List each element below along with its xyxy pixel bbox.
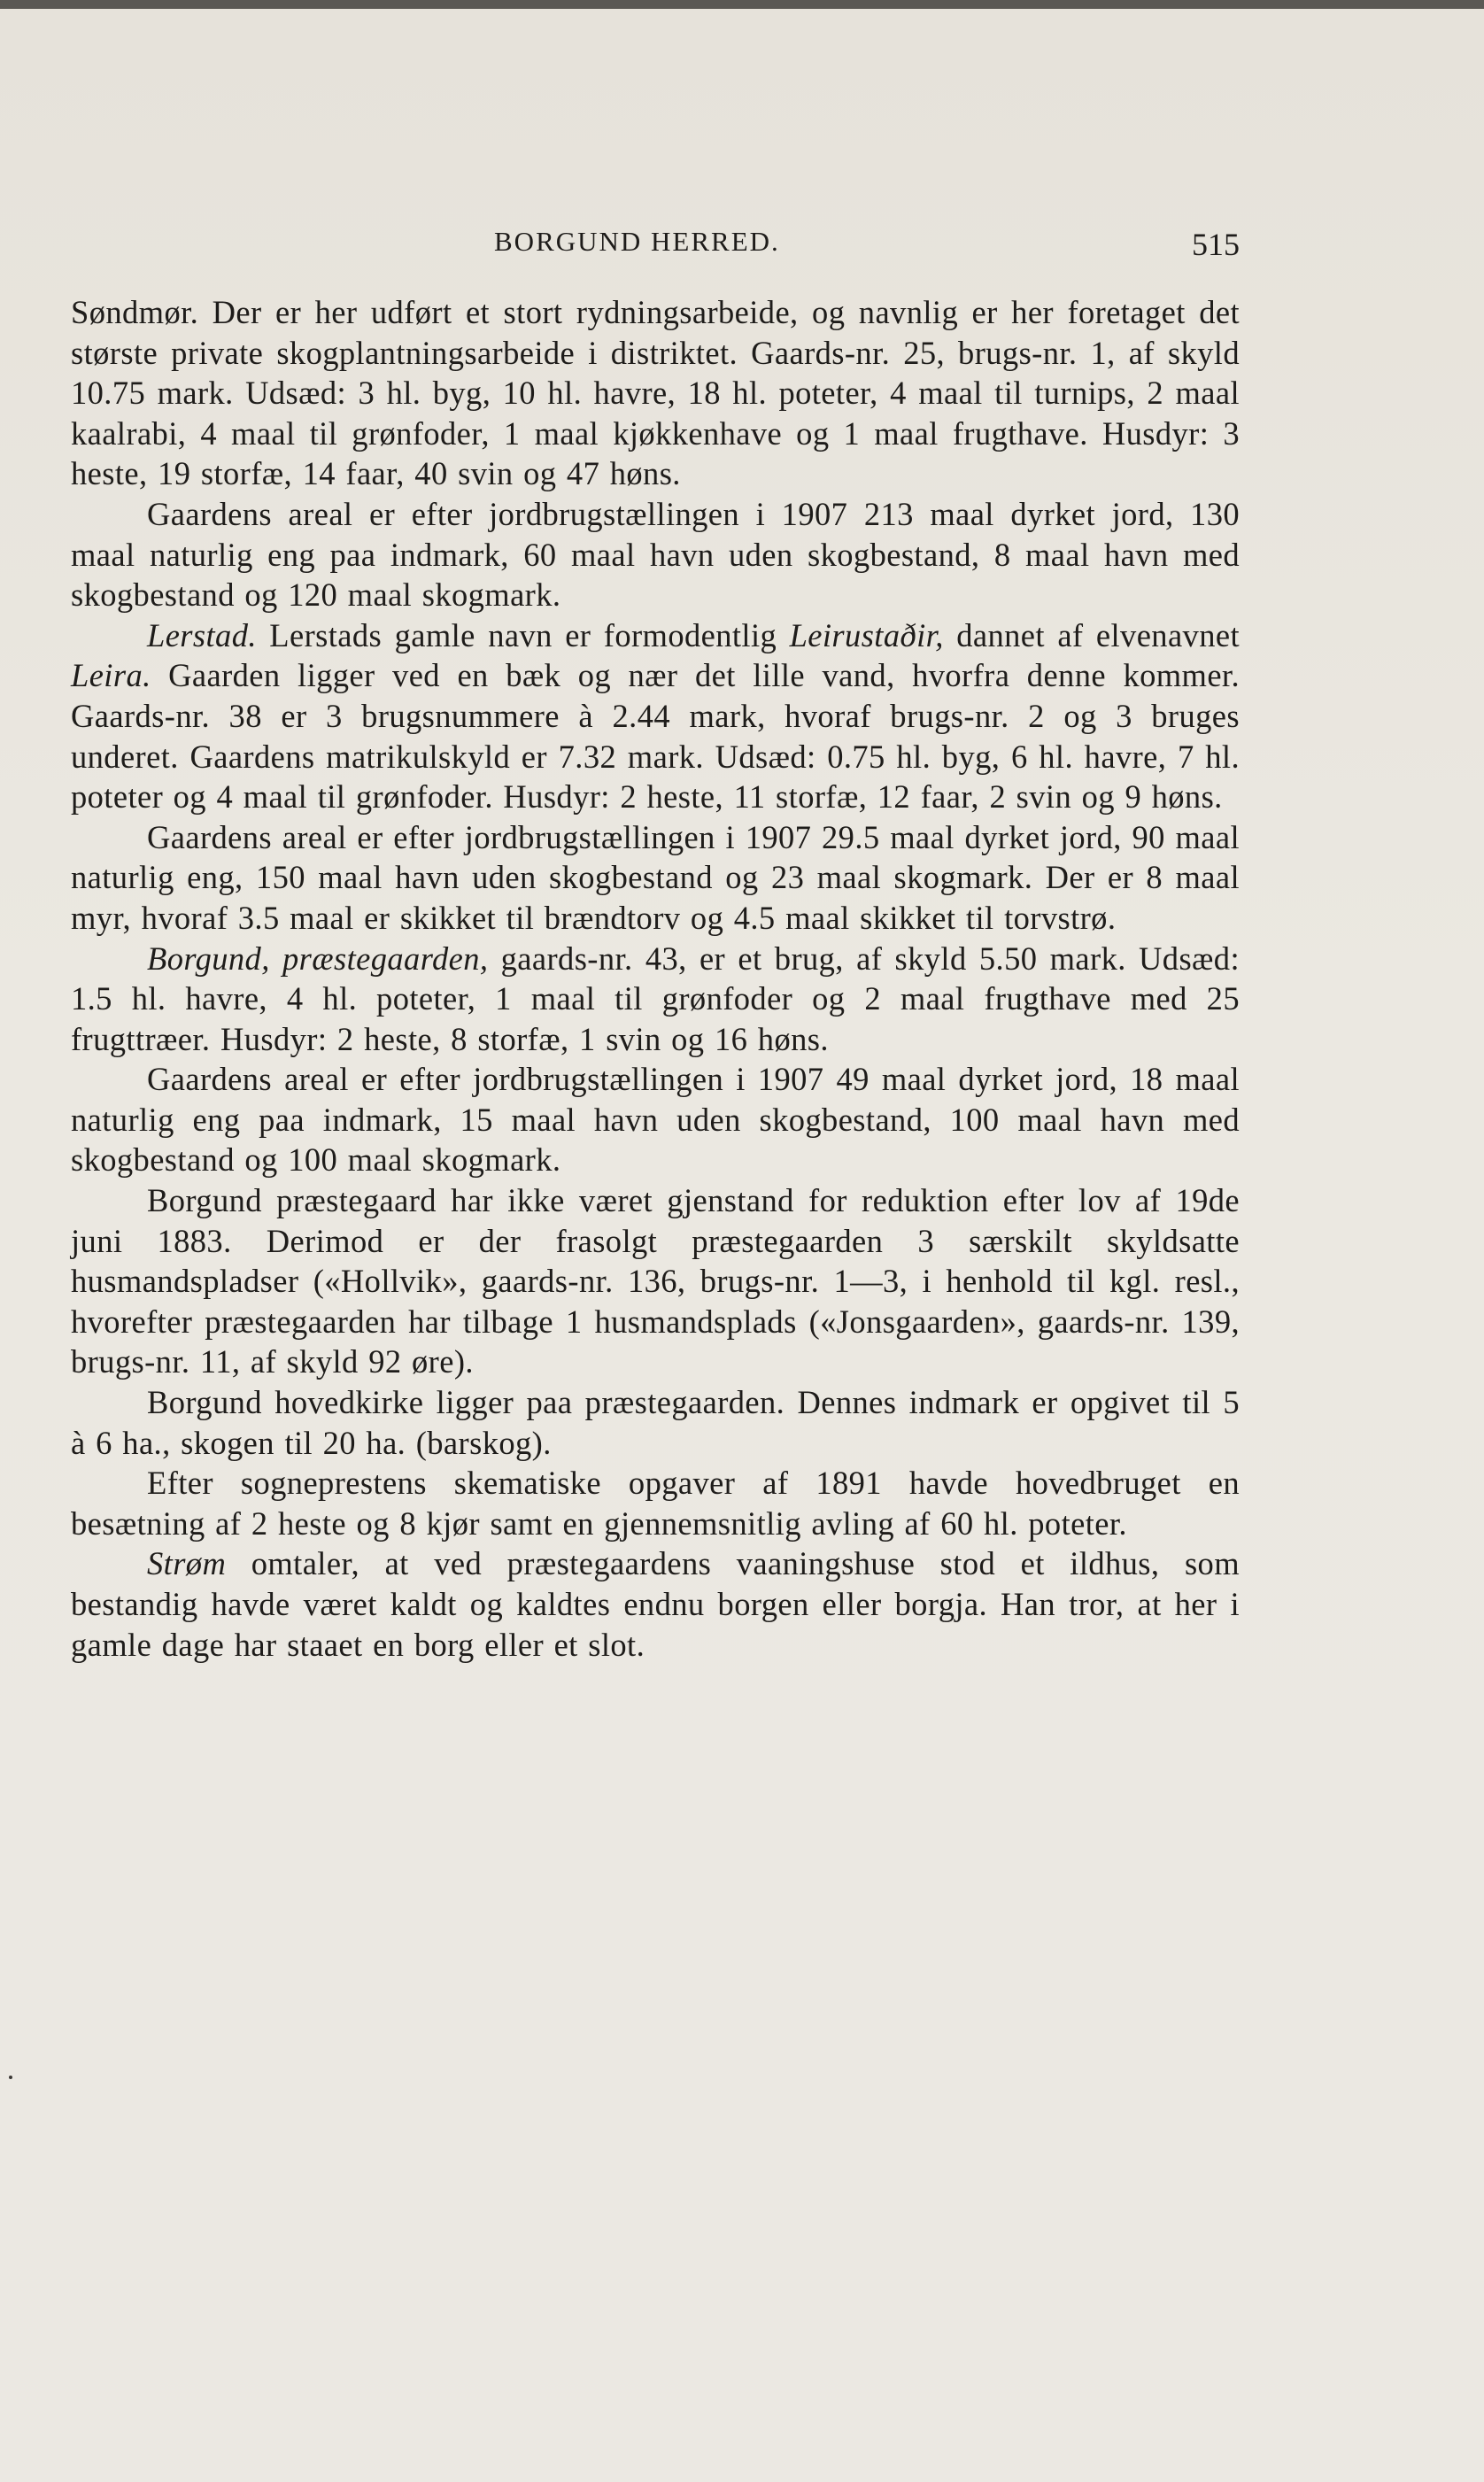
italic-text: Strøm: [147, 1545, 227, 1582]
paragraph: [71, 1382, 1240, 1463]
paragraph: [71, 817, 1240, 939]
paragraph-text: Gaarden ligger ved en bæk og nær det lille vand, hvorfra denne kommer. Gaards-nr. 38 er 3 brugsnummere à 2.44 mark, hvoraf brugs-nr. 2 og 3 bruges underet. Gaardens matrikulskyld er 7.32 mark. Udsæd: 0.75 hl. byg, 6 hl. havre, 7 hl. poteter og 4 maal til grønfoder. Husdyr: 2 heste, 11 storfæ, 12 faar, 2 svin og 9 høns.: [71, 657, 1240, 816]
running-title: BORGUND HERRED.: [494, 226, 780, 257]
body-text: [71, 292, 1240, 1665]
paragraph-text: Gaardens areal er efter jordbrugstællingen i 1907 213 maal dyrket jord, 130 maal naturlig eng paa indmark, 60 maal havn uden skogbestand, 8 maal havn med skogbestand og 120 maal skogmark.: [71, 495, 1240, 614]
paragraph: [71, 292, 1240, 494]
paragraph-text: Efter sogneprestens skematiske opgaver af 1891 havde hovedbruget en besætning af 2 heste og 8 kjør samt en gjennemsnitlig avling af 60 hl. poteter.: [71, 1465, 1240, 1542]
scan-speck: [9, 2076, 12, 2079]
paragraph-text: Borgund præstegaard har ikke været gjenstand for reduktion efter lov af 19de juni 1883. Derimod er der frasolgt præstegaarden 3 særskilt skyldsatte husmandspladser («Hollvik», gaards-nr. 136, brugs-nr. 1—3, i henhold til kgl. resl., hvorefter præstegaarden har tilbage 1 husmandsplads («Jonsgaarden», gaards-nr. 139, brugs-nr. 11, af skyld 92 øre).: [71, 1182, 1240, 1380]
paragraph: [71, 939, 1240, 1060]
paragraph-text: Lerstads gamle navn er formodentlig: [256, 616, 790, 653]
page-header: [71, 226, 1240, 261]
paragraph-text: omtaler, at ved præstegaardens vaaningshuse stod et ildhus, som bestandig havde været kaldt og kaldtes endnu borgen eller borgja. Han tror, at her i gamle dage har staaet en borg eller et slot.: [71, 1545, 1240, 1663]
scan-top-edge: [0, 0, 1484, 9]
italic-text: Borgund, præstegaarden,: [147, 939, 489, 977]
paragraph: [71, 494, 1240, 615]
paragraph-text: Borgund hovedkirke ligger paa præstegaarden. Dennes indmark er opgivet til 5 à 6 ha., skogen til 20 ha. (barskog).: [71, 1384, 1240, 1461]
paragraph: [71, 615, 1240, 817]
paragraph: [71, 1463, 1240, 1543]
italic-text: Leirustaðir,: [789, 616, 944, 653]
paragraph-text: Gaardens areal er efter jordbrugstællingen i 1907 49 maal dyrket jord, 18 maal naturlig eng paa indmark, 15 maal havn uden skogbestand, 100 maal havn med skogbestand og 100 maal skogmark.: [71, 1061, 1240, 1179]
paragraph-text: Søndmør. Der er her udført et stort rydningsarbeide, og navnlig er her foretaget det største private skogplantningsarbeide i distriktet. Gaards-nr. 25, brugs-nr. 1, af skyld 10.75 mark. Udsæd: 3 hl. byg, 10 hl. havre, 18 hl. poteter, 4 maal til turnips, 2 maal kaalrabi, 4 maal til grønfoder, 1 maal kjøkkenhave og 1 maal frugthave. Husdyr: 3 heste, 19 storfæ, 14 faar, 40 svin og 47 høns.: [71, 294, 1240, 492]
paragraph-text: dannet af elvenavnet: [943, 616, 1240, 653]
paragraph: [71, 1543, 1240, 1665]
paragraph-text: Gaardens areal er efter jordbrugstællingen i 1907 29.5 maal dyrket jord, 90 maal naturlig eng, 150 maal havn uden skogbestand og 23 maal skogmark. Der er 8 maal myr, hvoraf 3.5 maal er skikket til brændtorv og 4.5 maal skikket til torvstrø.: [71, 818, 1240, 936]
paragraph-text: gaards-nr. 43, er et brug, af skyld 5.50 mark. Udsæd: 1.5 hl. havre, 4 hl. poteter, 1 maal til grønfoder og 2 maal frugthave med 25 frugttræer. Husdyr: 2 heste, 8 storfæ, 1 svin og 16 høns.: [71, 939, 1240, 1057]
paragraph: [71, 1059, 1240, 1180]
page-number: 515: [1192, 227, 1240, 262]
italic-text: Leira.: [71, 657, 151, 694]
italic-text: Lerstad.: [147, 616, 257, 653]
paragraph: [71, 1180, 1240, 1382]
